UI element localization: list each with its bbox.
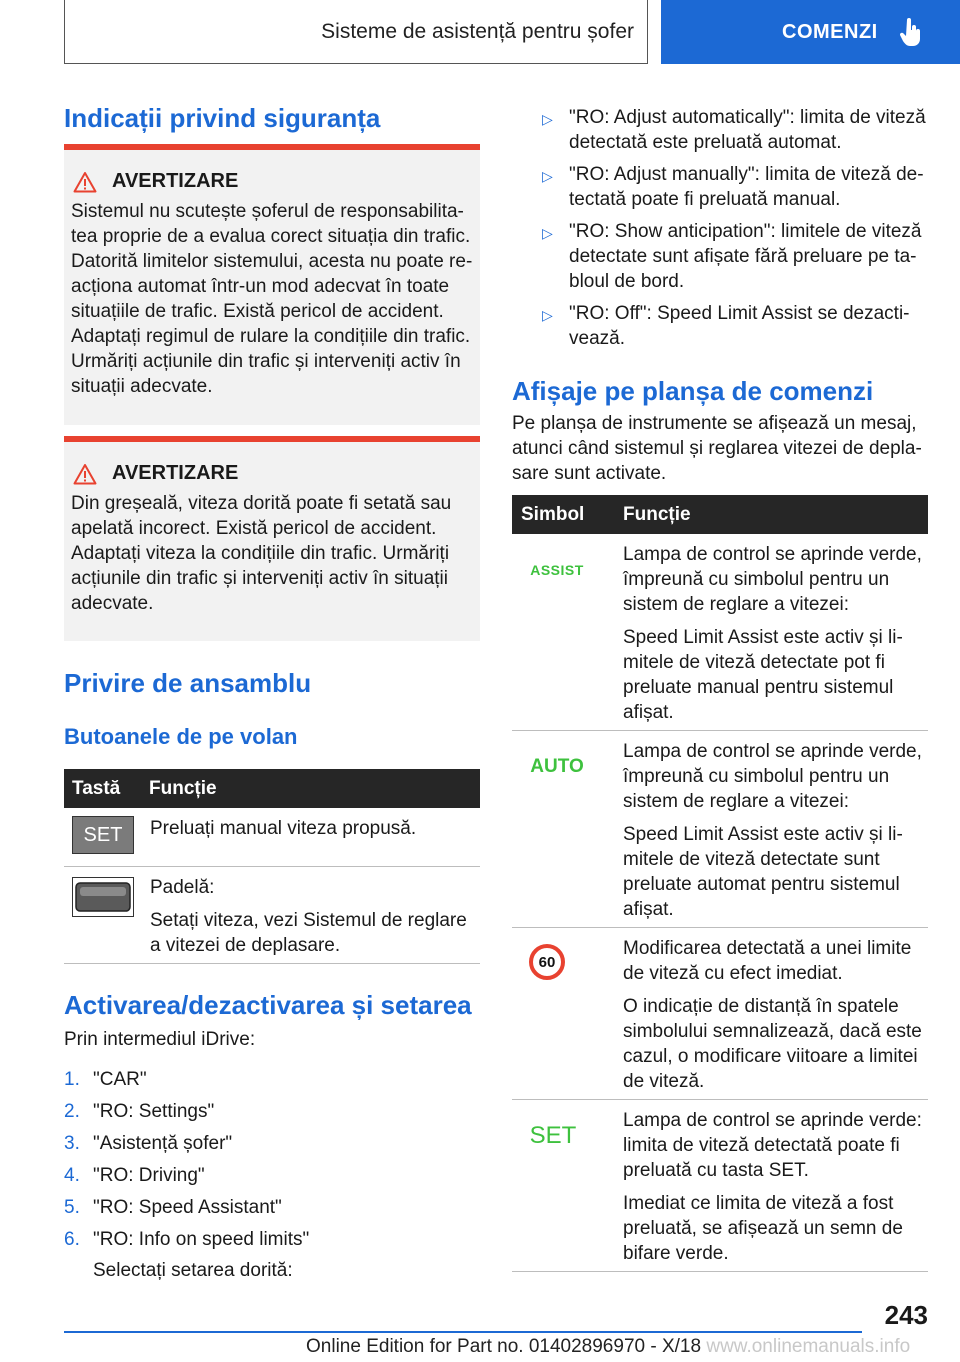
list-item: ▷ "RO: Show anticipation": limitele de viteză detectate sunt afișate fără preluare pe ta-bloul de bord.: [542, 221, 922, 292]
warning-box-1: [64, 144, 480, 425]
display-intro: Pe planșa de instrumente se afișează un mesaj, atunci când sistemul și reglarea vitezei de depla-sare sunt activate.: [512, 413, 922, 484]
column-header-function: Funcție: [623, 503, 691, 525]
function-text: Padelă:: [150, 877, 215, 898]
list-item: ▷ "RO: Adjust manually": limita de viteză de-tectată poate fi preluată manual.: [542, 164, 924, 210]
table-row: [512, 534, 928, 731]
controls-tab[interactable]: [661, 0, 960, 64]
overview-heading: Privire de ansamblu: [64, 668, 312, 698]
function-text: Speed Limit Assist este activ și li-mitele de viteză detectate sunt preluate automat pentru sistemul afișat.: [623, 824, 903, 920]
function-text: Modificarea detectată a unei limite de viteză cu efect imediat.: [623, 938, 912, 984]
function-text: O indicație de distanță în spatele simbolului semnalizează, dacă este cazul, o modificare viitoare a limitei de viteză.: [623, 996, 922, 1092]
section-title: Sisteme de asistență pentru șofer: [321, 19, 634, 43]
table-row: [64, 867, 480, 964]
function-text: Speed Limit Assist este activ și li-mitele de viteză detectate pot fi preluate manual pentru sistemul afișat.: [623, 627, 903, 723]
triangle-bullet-icon: ▷: [542, 225, 553, 241]
footer-divider: [64, 1331, 862, 1333]
warning-triangle-icon: [73, 171, 97, 193]
triangle-bullet-icon: ▷: [542, 111, 553, 127]
triangle-bullet-icon: ▷: [542, 307, 553, 323]
function-text: Setați viteza, vezi Sistemul de reglare a vitezei de deplasare.: [150, 910, 467, 956]
step-note: Selectați setarea dorită:: [93, 1260, 293, 1281]
warning-triangle-icon: [73, 463, 97, 485]
set-symbol: SET: [529, 1122, 577, 1149]
paddle-switch-icon: [72, 877, 134, 917]
speed-limit-sign-icon: 60: [529, 944, 565, 980]
table-row: [512, 928, 928, 1100]
section-header: [64, 0, 648, 64]
column-header-key: Tastă: [72, 777, 121, 799]
warning-text: Din greșeală, viteza dorită poate fi setată sau apelată incorect. Există pericol de accident. Adaptați viteza la condițiile din trafic. Urmăriți acțiunile din trafic și interveniți activ în situații adecvate.: [71, 493, 452, 614]
display-heading: Afișaje pe planșa de comenzi: [512, 376, 874, 406]
activation-intro: Prin intermediul iDrive:: [64, 1029, 256, 1050]
warning-text: Sistemul nu scutește șoferul de responsabilita-tea proprie de a evalua corect situația din trafic. Datorită limitelor sistemului, acesta nu poate re-acționa automat într-un mod adecvat în toate situațiile de trafic. Există pericol de accident. Adaptați regimul de rulare la condițiile din trafic. Urmăriți acțiunile din trafic și interveniți activ în situații adecvate.: [71, 201, 473, 397]
site-watermark: www.onlinemanuals.info: [706, 1336, 911, 1357]
table-row: [512, 1100, 928, 1272]
list-item: ▷ "RO: Adjust automatically": limita de viteză detectată este preluată automat.: [542, 107, 926, 153]
safety-heading: Indicații privind siguranța: [64, 103, 381, 133]
controls-tab-label: COMENZI: [782, 20, 878, 43]
warning-title: AVERTIZARE: [112, 462, 239, 484]
function-text: Imediat ce limita de viteză a fost preluată, se afișează un semn de bifare verde.: [623, 1193, 903, 1264]
warning-box-2: [64, 436, 480, 641]
steering-buttons-heading: Butoanele de pe volan: [64, 724, 298, 749]
warning-title: AVERTIZARE: [112, 170, 239, 192]
page-number: 243: [884, 1300, 928, 1330]
table-row: [64, 808, 480, 867]
function-text: Preluați manual viteza propusă.: [150, 818, 417, 839]
triangle-bullet-icon: ▷: [542, 168, 553, 184]
function-text: Lampa de control se aprinde verde, împreună cu simbolul pentru un sistem de reglare a vitezei:: [623, 544, 922, 615]
set-key-icon: SET: [72, 816, 134, 854]
auto-symbol: AUTO: [530, 756, 584, 777]
buttons-table-header: [64, 769, 480, 808]
assist-symbol: ASSIST: [530, 562, 584, 578]
edition-text: Online Edition for Part no. 01402896970 - X/18: [306, 1336, 702, 1357]
function-text: Lampa de control se aprinde verde, împreună cu simbolul pentru un sistem de reglare a vitezei:: [623, 741, 922, 812]
symbols-table-header: [512, 495, 928, 534]
activation-heading: Activarea/dezactivarea și setarea: [64, 990, 472, 1020]
function-text: Lampa de control se aprinde verde: limita de viteză detectată poate fi preluată cu tasta SET.: [623, 1110, 922, 1181]
list-item: ▷ "RO: Off": Speed Limit Assist se dezacti-vează.: [542, 303, 910, 349]
footer-edition: [306, 1336, 910, 1358]
column-header-symbol: Simbol: [521, 503, 585, 525]
table-row: [512, 731, 928, 928]
hand-pointer-icon: [900, 18, 922, 46]
column-header-function: Funcție: [149, 777, 217, 799]
